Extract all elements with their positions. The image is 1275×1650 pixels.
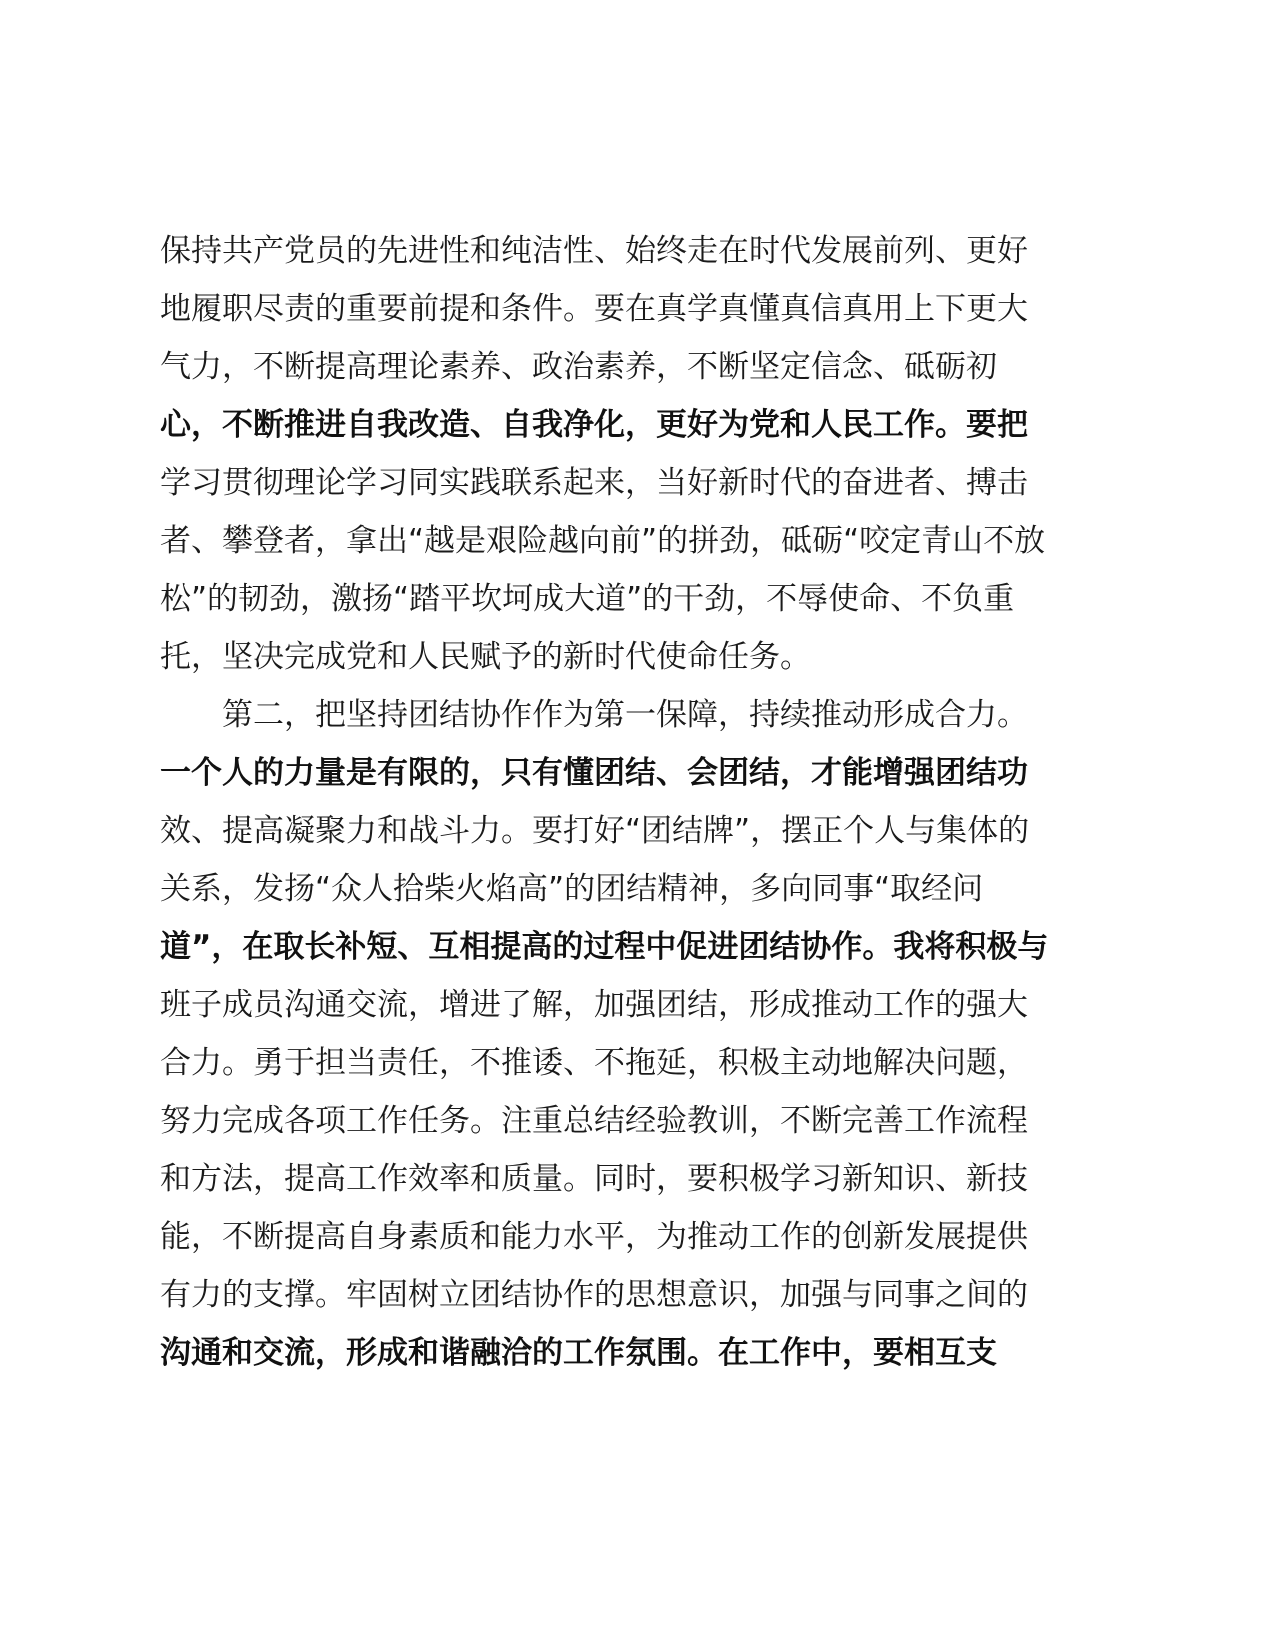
text-line: 地履职尽责的重要前提和条件。要在真学真懂真信真用上下更大 (160, 291, 1028, 327)
text-line: 保持共产党员的先进性和纯洁性、始终走在时代发展前列、更好 (160, 233, 1028, 269)
body-text (160, 222, 1090, 1382)
text-line: 合力。勇于担当责任，不推诿、不拖延，积极主动地解决问题， (160, 1045, 1028, 1081)
text-line: 者、攀登者，拿出“越是艰险越向前”的拼劲，砥砺“咬定青山不放 (160, 523, 1046, 559)
text-line: 松”的韧劲，激扬“踏平坎坷成大道”的干劲，不辱使命、不负重 (160, 581, 1015, 617)
text-line: 一个人的力量是有限的，只有懂团结、会团结，才能增强团结功 (160, 755, 1028, 791)
text-line: 努力完成各项工作任务。注重总结经验教训，不断完善工作流程 (160, 1103, 1028, 1139)
text-line: 沟通和交流，形成和谐融洽的工作氛围。在工作中，要相互支 (160, 1335, 997, 1371)
text-line: 心，不断推进自我改造、自我净化，更好为党和人民工作。要把 (160, 407, 1028, 443)
text-line: 托，坚决完成党和人民赋予的新时代使命任务。 (160, 639, 811, 675)
text-line: 学习贯彻理论学习同实践联系起来，当好新时代的奋进者、搏击 (160, 465, 1028, 501)
text-line: 有力的支撑。牢固树立团结协作的思想意识，加强与同事之间的 (160, 1277, 1028, 1313)
text-line: 能，不断提高自身素质和能力水平，为推动工作的创新发展提供 (160, 1219, 1028, 1255)
text-line: 关系，发扬“众人拾柴火焰高”的团结精神，多向同事“取经问 (160, 871, 984, 907)
text-line: 和方法，提高工作效率和质量。同时，要积极学习新知识、新技 (160, 1161, 1028, 1197)
text-line: 班子成员沟通交流，增进了解，加强团结，形成推动工作的强大 (160, 987, 1028, 1023)
text-line: 气力，不断提高理论素养、政治素养，不断坚定信念、砥砺初 (160, 349, 997, 385)
text-line: 道”，在取长补短、互相提高的过程中促进团结协作。我将积极与 (160, 929, 1049, 965)
paragraph-heading: 第二，把坚持团结协作作为第一保障，持续推动形成合力。 (222, 697, 1028, 733)
text-line: 效、提高凝聚力和战斗力。要打好“团结牌”，摆正个人与集体的 (160, 813, 1030, 849)
